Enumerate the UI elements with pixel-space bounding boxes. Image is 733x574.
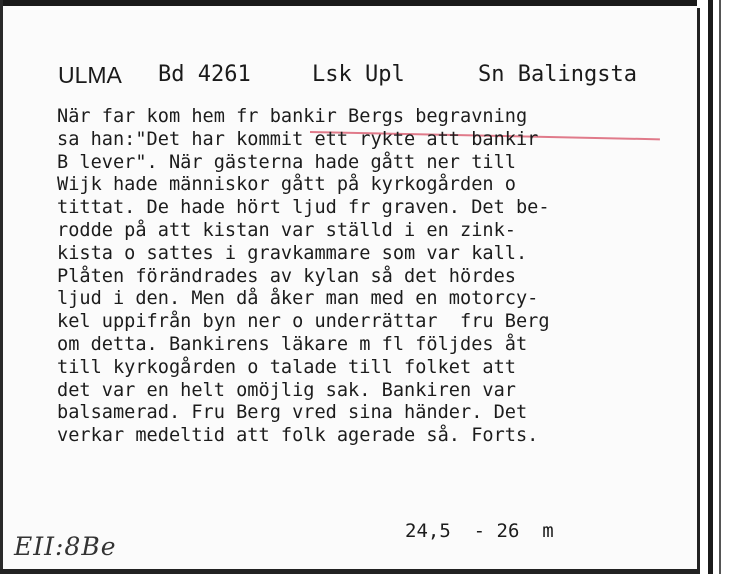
handwritten-archive-code: EII:8Be <box>14 532 117 561</box>
text-line: verkar medeltid att folk agerade så. Forts. <box>57 425 539 447</box>
edge-bar <box>697 8 700 574</box>
text-line: till kyrkogården o talade till folket att <box>57 356 516 378</box>
parish-label: Sn Balingsta <box>478 62 637 87</box>
text-line: om detta. Bankirens läkare m fl följdes åt <box>57 333 528 355</box>
text-line: B lever". När gästerna hade gått ner till <box>57 151 516 173</box>
text-line: ljud i den. Men då åker man med en motorcy- <box>57 288 539 310</box>
card-right-edge <box>697 0 733 574</box>
card-bottom-edge <box>0 569 733 574</box>
page-reference: 24,5 - 26 m <box>405 520 554 542</box>
transcript-text <box>57 106 677 448</box>
archive-label: ULMA <box>58 62 122 88</box>
text-line: tittat. De hade hört ljud fr graven. Det be- <box>57 197 550 219</box>
text-line: balsamerad. Fru Berg vred sina händer. Det <box>57 402 528 424</box>
text-line: När far kom hem fr bankir Bergs begravning <box>57 106 528 127</box>
text-line: kel uppifrån byn ner o underrättar fru Berg <box>57 311 550 333</box>
card-left-edge <box>0 0 3 574</box>
edge-bar <box>708 0 713 574</box>
text-line: sa han:"Det har kommit ett rykte att bankir <box>57 128 539 150</box>
text-line: Wijk hade människor gått på kyrkogården o <box>57 174 516 196</box>
text-line: kista o sattes i gravkammare som var kall. <box>57 242 528 264</box>
text-line: rodde på att kistan var ställd i en zink- <box>57 219 516 241</box>
text-line: det var en helt omöjlig sak. Bankiren var <box>57 379 516 401</box>
record-number: Bd 4261 <box>158 62 251 87</box>
province-label: Lsk Upl <box>312 62 405 87</box>
card-top-edge <box>0 0 733 6</box>
edge-bar <box>719 0 721 574</box>
text-line: Plåten förändrades av kylan så det hördes <box>57 265 516 287</box>
